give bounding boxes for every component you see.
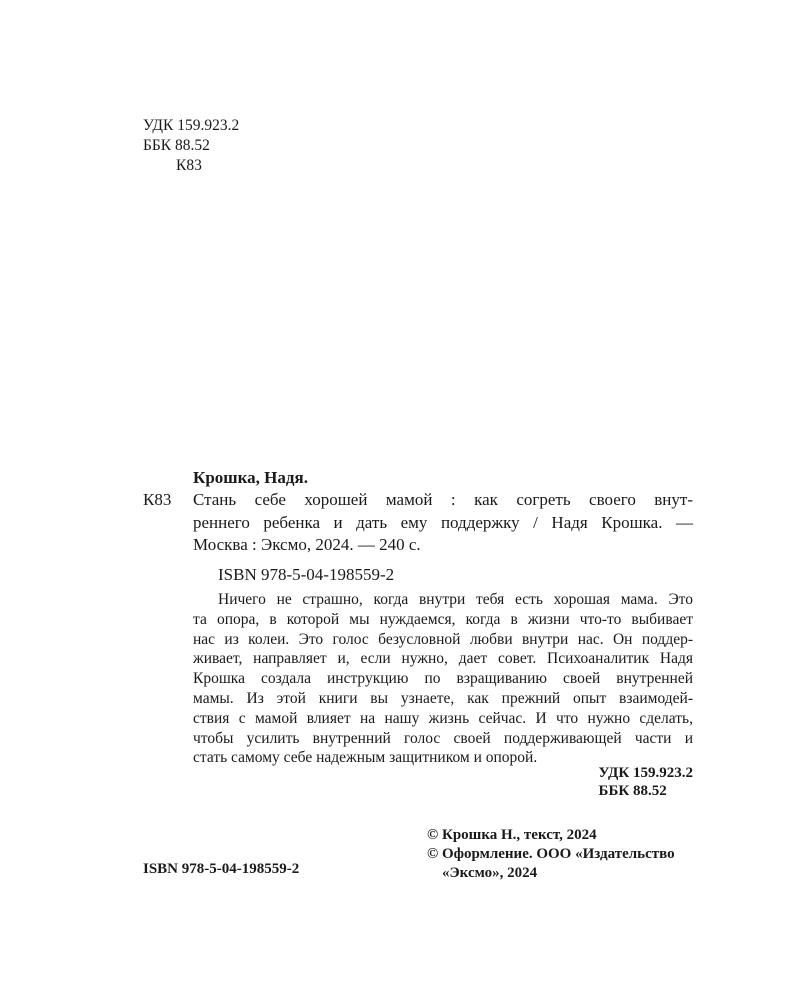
annotation-line: стать самому себе надежным защитником и опорой.	[193, 749, 538, 767]
annotation-line: Крошка создала инструкцию по взращиванию своей внутренней	[193, 670, 693, 688]
footer-isbn: ISBN 978-5-04-198559-2	[143, 861, 300, 877]
annotation-line: Ничего не страшно, когда внутри тебя есть хорошая мама. Это	[218, 591, 693, 608]
copyright-text: © Крошка Н., текст, 2024	[427, 827, 597, 843]
entry-line: Стань себе хорошей мамой : как согреть своего внут-	[193, 490, 693, 509]
entry-line: Москва : Эксмо, 2024. — 240 с.	[193, 535, 421, 554]
catalog-entry	[193, 489, 693, 557]
annotation-line: чтобы усилить внутренний голос своей поддерживающей части и	[193, 729, 693, 747]
catalog-bbk: ББК 88.52	[598, 783, 667, 799]
copyright-design-cont: «Эксмо», 2024	[442, 865, 538, 881]
bbk-code: ББК 88.52	[143, 137, 210, 154]
annotation-line: ствия с мамой влияет на нашу жизнь сейчас. И что нужно сделать,	[193, 709, 693, 727]
catalog-isbn: ISBN 978-5-04-198559-2	[218, 565, 395, 584]
catalog-author: Крошка, Надя.	[193, 468, 308, 487]
catalog-classification	[599, 764, 693, 800]
entry-line: реннего ребенка и дать ему поддержку / Надя Крошка. —	[193, 512, 693, 532]
annotation	[193, 590, 693, 768]
annotation-line: мамы. Из этой книги вы узнаете, как прежний опыт взаимодей-	[193, 689, 693, 707]
copyright-block	[427, 826, 693, 883]
udk-code: УДК 159.923.2	[143, 117, 240, 134]
annotation-line: живает, направляет и, если нужно, дает совет. Психоаналитик Надя	[193, 650, 693, 668]
author-mark: К83	[176, 157, 202, 174]
catalog-author-mark: К83	[143, 490, 172, 509]
copyright-design: © Оформление. ООО «Издательство	[427, 846, 675, 862]
annotation-line: нас из колеи. Это голос безусловной любви внутри нас. Он поддер-	[193, 630, 693, 648]
catalog-udk: УДК 159.923.2	[598, 765, 693, 781]
annotation-line: та опора, в которой мы нуждаемся, когда в жизни что-то выбивает	[193, 610, 693, 628]
classification-block	[143, 116, 239, 176]
